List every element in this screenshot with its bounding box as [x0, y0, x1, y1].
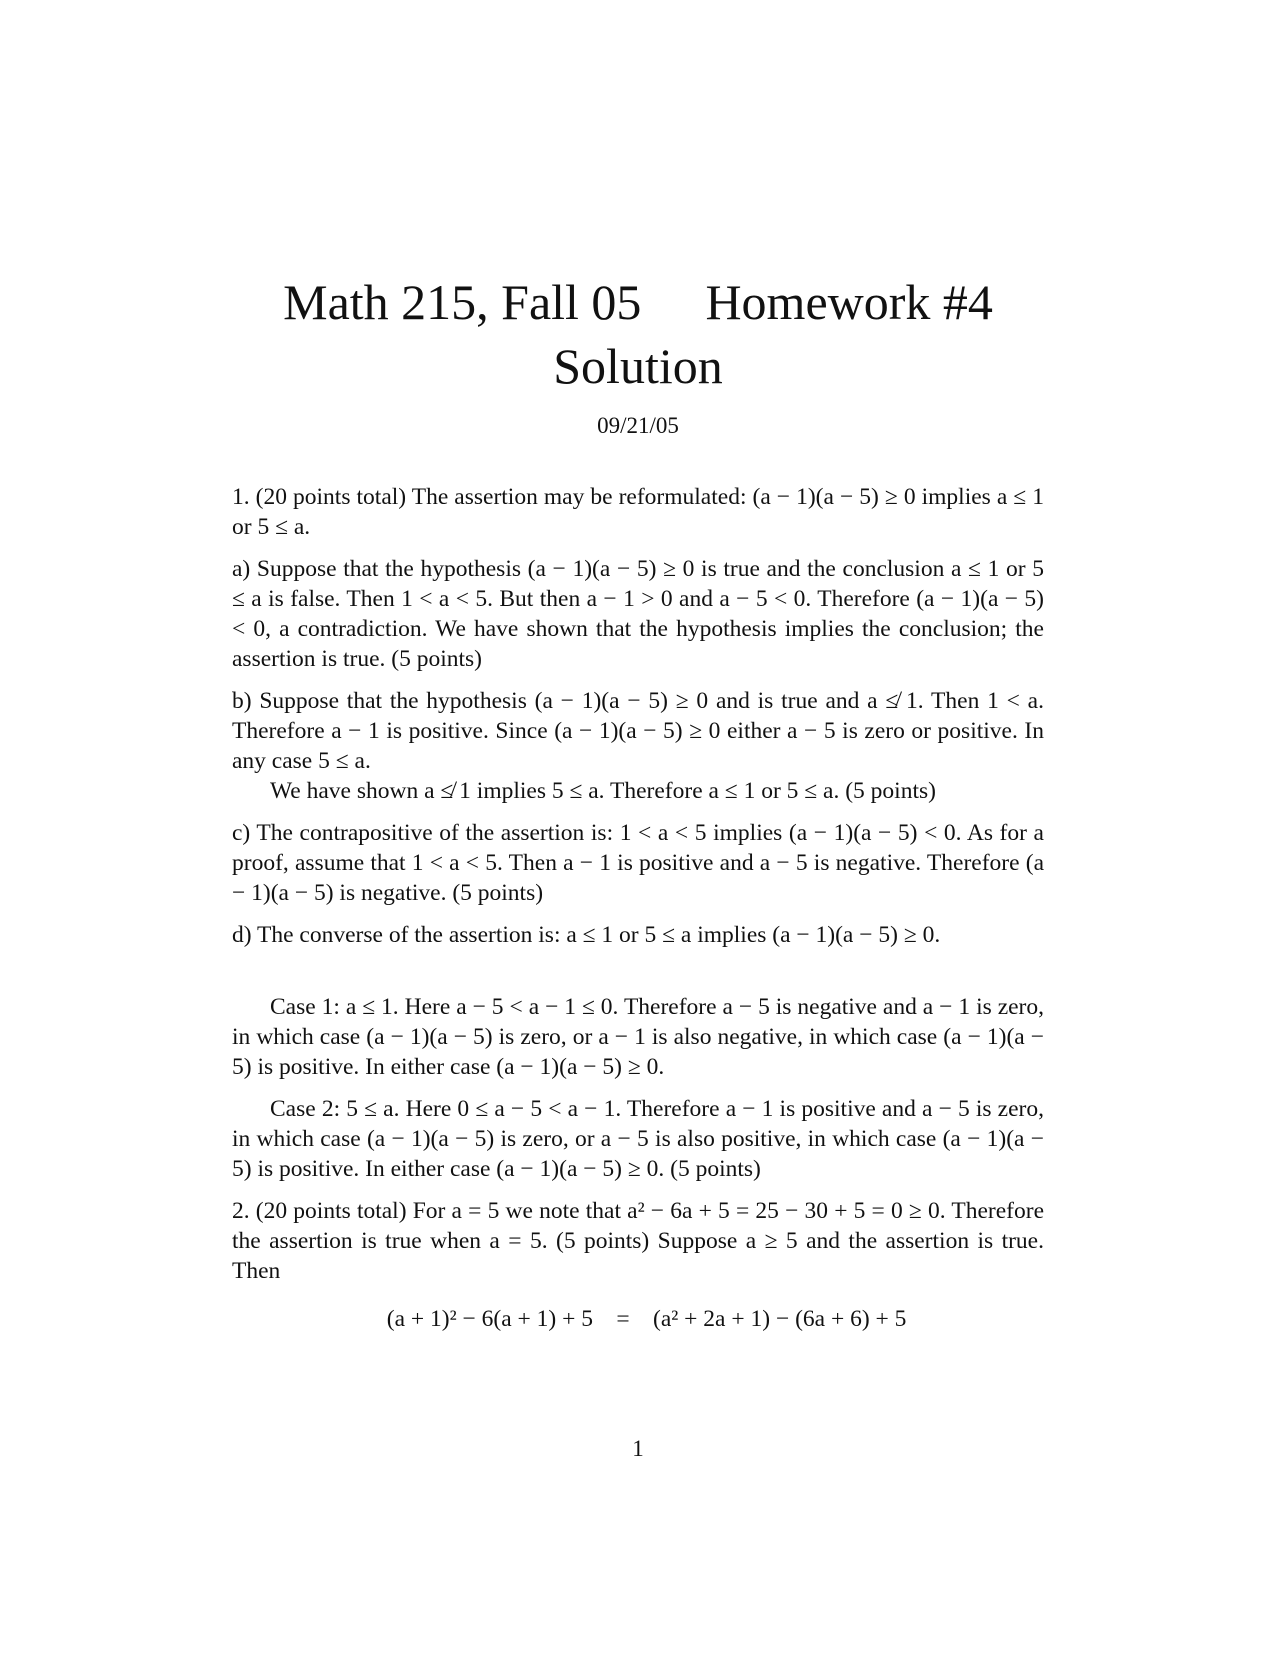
problem-1-part-d: d) The converse of the assertion is: a ≤ 1 or 5 ≤ a implies (a − 1)(a − 5) ≥ 0.: [232, 922, 941, 948]
title-line-2: Solution: [553, 338, 723, 394]
problem-1-part-b-conclusion: We have shown a ≰ 1 implies 5 ≤ a. Therefore a ≤ 1 or 5 ≤ a. (5 points): [270, 778, 936, 804]
equation-rhs: (a² + 2a + 1) − (6a + 6) + 5: [653, 1306, 907, 1332]
problem-1-part-a: a) Suppose that the hypothesis (a − 1)(a − 5) ≥ 0 is true and the conclusion a ≤ 1 or 5 ≤ a is false. Then 1 < a < 5. But then a − 1 > 0 and a − 5 < 0. Therefore (a − 1)(a − 5) < 0, a contradiction. We have shown that the hypothesis implies the conclusion; the assertion is true. (5 points): [232, 556, 1044, 672]
problem-2-intro: 2. (20 points total) For a = 5 we note that a² − 6a + 5 = 25 − 30 + 5 = 0 ≥ 0. Therefore the assertion is true when a = 5. (5 points) Suppose a ≥ 5 and the assertion is true. Then: [232, 1198, 1044, 1284]
problem-1-part-c: c) The contrapositive of the assertion is: 1 < a < 5 implies (a − 1)(a − 5) < 0. As for a proof, assume that 1 < a < 5. Then a − 1 is positive and a − 5 is negative. Therefore (a − 1)(a − 5) is negative. (5 points): [232, 820, 1044, 906]
problem-1-case-1: Case 1: a ≤ 1. Here a − 5 < a − 1 ≤ 0. Therefore a − 5 is negative and a − 1 is zero, in which case (a − 1)(a − 5) is zero, or a − 1 is also negative, in which case (a − 1)(a − 5) is positive. In either case (a − 1)(a − 5) ≥ 0.: [232, 994, 1044, 1080]
document-body: [232, 482, 1044, 1334]
vertical-space: [232, 962, 1044, 992]
equation-relation: =: [616, 1306, 630, 1332]
title-line-1: [232, 272, 1044, 332]
display-equation: [232, 1304, 1044, 1334]
problem-1-case-2: Case 2: 5 ≤ a. Here 0 ≤ a − 5 < a − 1. Therefore a − 1 is positive and a − 5 is zero, in which case (a − 1)(a − 5) is zero, or a − 5 is also positive, in which case (a − 1)(a − 5) is positive. In either case (a − 1)(a − 5) ≥ 0. (5 points): [232, 1096, 1044, 1182]
course-title: Math 215, Fall 05: [283, 274, 642, 330]
page-number: 1: [632, 1436, 644, 1461]
problem-1-part-b: b) Suppose that the hypothesis (a − 1)(a − 5) ≥ 0 and is true and a ≰ 1. Then 1 < a. Therefore a − 1 is positive. Since (a − 1)(a − 5) ≥ 0 either a − 5 is zero or positive. In any case 5 ≤ a.: [232, 688, 1044, 774]
date: 09/21/05: [597, 413, 679, 438]
homework-title: Homework #4: [705, 274, 993, 330]
problem-1-intro: 1. (20 points total) The assertion may be reformulated: (a − 1)(a − 5) ≥ 0 implies a ≤ 1 or 5 ≤ a.: [232, 484, 1044, 540]
equation-lhs: (a + 1)² − 6(a + 1) + 5: [386, 1306, 593, 1332]
